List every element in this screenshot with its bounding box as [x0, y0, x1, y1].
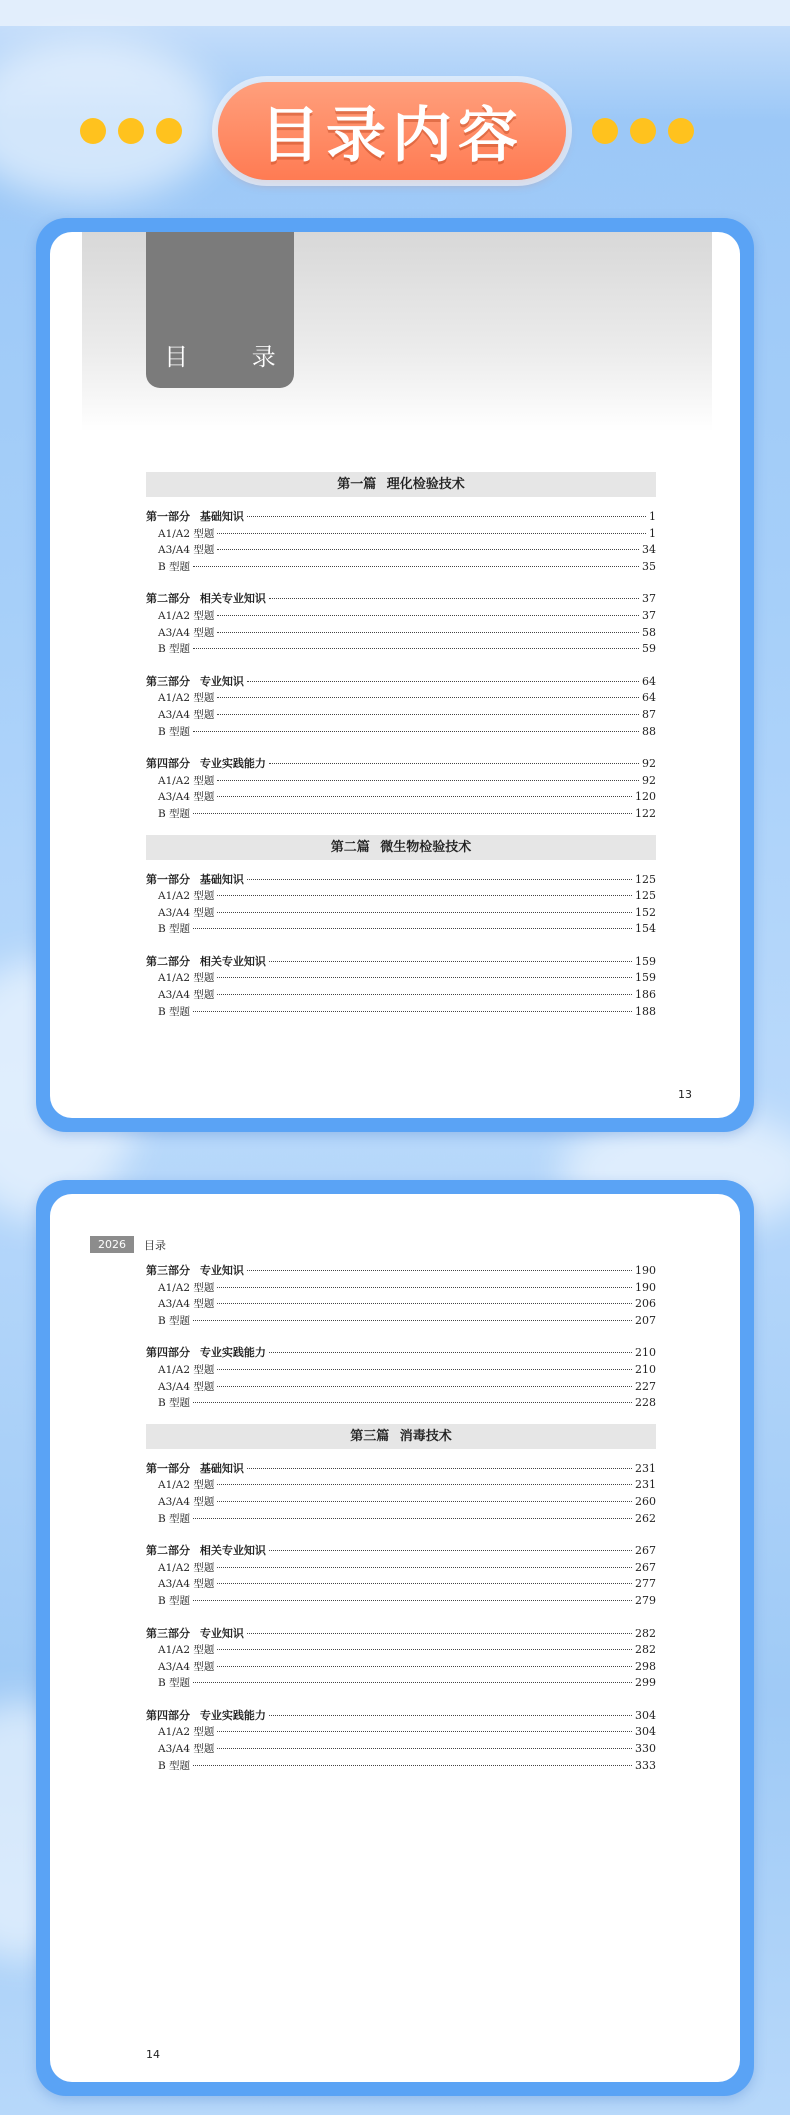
- subsection-title: A3/A4 型题: [158, 1578, 215, 1591]
- subsection-title: B 型题: [158, 1677, 191, 1690]
- dot-leader: [217, 1303, 632, 1304]
- dot-leader: [217, 1748, 632, 1749]
- subsection-title: B 型题: [158, 725, 191, 738]
- toc-tab: [146, 232, 304, 388]
- section-page: 159: [635, 954, 656, 968]
- dot-icon: [156, 118, 182, 144]
- subsection-row: [146, 625, 656, 642]
- subsection-title: A3/A4 型题: [158, 1298, 215, 1311]
- subsection-title: A3/A4 型题: [158, 1495, 215, 1508]
- dot-icon: [80, 118, 106, 144]
- section-page: 231: [635, 1461, 656, 1475]
- section-row: [146, 509, 656, 526]
- dot-leader: [193, 731, 639, 732]
- subsection-row: [146, 1494, 656, 1511]
- dot-leader: [269, 961, 632, 962]
- spacer: [146, 1412, 656, 1424]
- section-page: 125: [635, 872, 656, 886]
- dot-leader: [217, 1484, 632, 1485]
- subsection-row: [146, 1296, 656, 1313]
- subsection-row: [146, 970, 656, 987]
- section-title: 第三部分 专业知识: [146, 1626, 244, 1640]
- section-title: 第二部分 相关专业知识: [146, 592, 266, 606]
- dot-leader: [269, 598, 639, 599]
- subsection-page: 37: [642, 608, 656, 622]
- section-row: [146, 674, 656, 691]
- subsection-title: A1/A2 型题: [158, 1479, 215, 1492]
- dot-leader: [217, 697, 639, 698]
- section-title: 第一部分 基础知识: [146, 872, 244, 886]
- subsection-page: 207: [635, 1313, 656, 1327]
- spacer: [146, 823, 656, 835]
- dot-leader: [217, 1287, 632, 1288]
- dot-leader: [247, 879, 632, 880]
- subsection-page: 282: [635, 1643, 656, 1657]
- subsection-title: A1/A2 型题: [158, 972, 215, 985]
- subsection-title: B 型题: [158, 1512, 191, 1525]
- subsection-row: [146, 1659, 656, 1676]
- subsection-title: A3/A4 型题: [158, 708, 215, 721]
- subsection-row: [146, 987, 656, 1004]
- subsection-page: 262: [635, 1511, 656, 1525]
- running-header: [90, 1236, 166, 1253]
- page-number: 14: [146, 2048, 160, 2061]
- subsection-title: A1/A2 型题: [158, 1644, 215, 1657]
- dot-leader: [217, 912, 632, 913]
- subsection-title: A3/A4 型题: [158, 1660, 215, 1673]
- subsection-row: [146, 1642, 656, 1659]
- subsection-page: 231: [635, 1478, 656, 1492]
- subsection-page: 122: [635, 806, 656, 820]
- page-card-1: [36, 218, 754, 1132]
- subsection-page: 267: [635, 1560, 656, 1574]
- subsection-title: A1/A2 型题: [158, 609, 215, 622]
- section-title: 第四部分 专业实践能力: [146, 1708, 266, 1722]
- subsection-row: [146, 1741, 656, 1758]
- dot-leader: [193, 1682, 632, 1683]
- subsection-page: 159: [635, 971, 656, 985]
- dot-leader: [217, 994, 632, 995]
- subsection-row: [146, 1313, 656, 1330]
- subsection-row: [146, 1362, 656, 1379]
- subsection-title: B 型题: [158, 1005, 191, 1018]
- spacer: [146, 497, 656, 509]
- section-title: 第三部分 专业知识: [146, 674, 244, 688]
- subsection-title: B 型题: [158, 560, 191, 573]
- subsection-row: [146, 1560, 656, 1577]
- dot-leader: [247, 516, 646, 517]
- dot-leader: [247, 1633, 632, 1634]
- subsection-page: 279: [635, 1593, 656, 1607]
- subsection-title: A3/A4 型题: [158, 906, 215, 919]
- section-page: 267: [635, 1544, 656, 1558]
- subsection-title: B 型题: [158, 1759, 191, 1772]
- subsection-page: 330: [635, 1742, 656, 1756]
- spacer: [146, 860, 656, 872]
- dot-leader: [217, 1731, 632, 1732]
- subsection-page: 87: [642, 707, 656, 721]
- subsection-row: [146, 707, 656, 724]
- section-page: 92: [642, 757, 656, 771]
- section-row: [146, 1263, 656, 1280]
- header-year: 2026: [90, 1236, 134, 1253]
- spacer: [146, 1692, 656, 1708]
- section-page: 37: [642, 592, 656, 606]
- dot-leader: [217, 1386, 632, 1387]
- subsection-row: [146, 789, 656, 806]
- subsection-page: 227: [635, 1379, 656, 1393]
- left-dots: [80, 118, 182, 144]
- dot-leader: [217, 895, 632, 896]
- dot-leader: [217, 714, 639, 715]
- section-page: 190: [635, 1264, 656, 1277]
- dot-leader: [217, 780, 639, 781]
- subsection-page: 59: [642, 642, 656, 656]
- top-strip: [0, 0, 790, 26]
- subsection-row: [146, 1675, 656, 1692]
- subsection-row: [146, 888, 656, 905]
- subsection-title: A1/A2 型题: [158, 774, 215, 787]
- dot-leader: [193, 566, 639, 567]
- subsection-row: [146, 559, 656, 576]
- banner-title: 目录内容: [260, 101, 524, 171]
- subsection-page: 88: [642, 724, 656, 738]
- dot-leader: [193, 813, 632, 814]
- dot-leader: [193, 1402, 632, 1403]
- subsection-page: 210: [635, 1362, 656, 1376]
- section-title: 第四部分 专业实践能力: [146, 757, 266, 771]
- section-page: 210: [635, 1346, 656, 1360]
- section-row: [146, 591, 656, 608]
- subsection-row: [146, 806, 656, 823]
- dot-leader: [193, 928, 632, 929]
- dot-leader: [269, 763, 639, 764]
- subsection-title: A1/A2 型题: [158, 1281, 215, 1294]
- subsection-title: B 型题: [158, 1314, 191, 1327]
- subsection-page: 228: [635, 1396, 656, 1410]
- section-title: 第二部分 相关专业知识: [146, 1544, 266, 1558]
- subsection-title: A3/A4 型题: [158, 989, 215, 1002]
- subsection-row: [146, 1395, 656, 1412]
- dot-leader: [217, 1501, 632, 1502]
- subsection-title: A1/A2 型题: [158, 890, 215, 903]
- section-title: 第一部分 基础知识: [146, 1461, 244, 1475]
- section-row: [146, 1708, 656, 1725]
- section-title: 第四部分 专业实践能力: [146, 1346, 266, 1360]
- subsection-row: [146, 526, 656, 543]
- dot-leader: [247, 681, 639, 682]
- subsection-title: A3/A4 型题: [158, 791, 215, 804]
- dot-icon: [630, 118, 656, 144]
- subsection-title: B 型题: [158, 923, 191, 936]
- dot-leader: [217, 632, 639, 633]
- spacer: [146, 1610, 656, 1626]
- section-title: 第二部分 相关专业知识: [146, 954, 266, 968]
- section-title: 第三部分 专业知识: [146, 1264, 244, 1277]
- subsection-page: 186: [635, 988, 656, 1002]
- section-page: 1: [649, 510, 656, 523]
- subsection-page: 333: [635, 1758, 656, 1772]
- section-row: [146, 756, 656, 773]
- spacer: [146, 1449, 656, 1461]
- spacer: [146, 575, 656, 591]
- subsection-row: [146, 690, 656, 707]
- section-page: 64: [642, 674, 656, 688]
- section-row: [146, 1345, 656, 1362]
- dot-leader: [217, 796, 632, 797]
- subsection-title: B 型题: [158, 807, 191, 820]
- section-page: 282: [635, 1626, 656, 1640]
- subsection-page: 298: [635, 1659, 656, 1673]
- dot-leader: [247, 1468, 632, 1469]
- subsection-row: [146, 542, 656, 559]
- subsection-page: 154: [635, 922, 656, 936]
- page-card-2: [36, 1180, 754, 2096]
- subsection-page: 190: [635, 1280, 656, 1294]
- subsection-row: [146, 608, 656, 625]
- dot-leader: [193, 1320, 632, 1321]
- section-title: 第一部分 基础知识: [146, 510, 244, 523]
- dot-leader: [217, 1649, 632, 1650]
- toc-list: [146, 472, 656, 1020]
- subsection-title: B 型题: [158, 1397, 191, 1410]
- subsection-row: [146, 641, 656, 658]
- subsection-title: B 型题: [158, 643, 191, 656]
- spacer: [146, 1527, 656, 1543]
- subsection-row: [146, 1004, 656, 1021]
- subsection-page: 120: [635, 790, 656, 804]
- title-banner: [218, 82, 566, 180]
- subsection-title: A3/A4 型题: [158, 1380, 215, 1393]
- subsection-page: 35: [642, 559, 656, 573]
- subsection-page: 92: [642, 773, 656, 787]
- section-row: [146, 1543, 656, 1560]
- section-row: [146, 872, 656, 889]
- subsection-title: A1/A2 型题: [158, 1363, 215, 1376]
- subsection-row: [146, 905, 656, 922]
- section-page: 304: [635, 1708, 656, 1722]
- subsection-title: A1/A2 型题: [158, 692, 215, 705]
- spacer: [146, 938, 656, 954]
- dot-leader: [217, 1369, 632, 1370]
- subsection-row: [146, 1511, 656, 1528]
- subsection-page: 260: [635, 1494, 656, 1508]
- dot-icon: [668, 118, 694, 144]
- header-label: 目录: [144, 1238, 166, 1252]
- subsection-row: [146, 921, 656, 938]
- dot-leader: [193, 648, 639, 649]
- dot-leader: [247, 1270, 632, 1271]
- subsection-page: 206: [635, 1297, 656, 1311]
- dot-icon: [118, 118, 144, 144]
- subsection-page: 58: [642, 625, 656, 639]
- subsection-row: [146, 1576, 656, 1593]
- dot-leader: [217, 1666, 632, 1667]
- subsection-page: 304: [635, 1725, 656, 1739]
- dot-leader: [217, 977, 632, 978]
- subsection-title: A3/A4 型题: [158, 626, 215, 639]
- dot-leader: [217, 1583, 632, 1584]
- page-sheet-1: [50, 232, 740, 1118]
- dot-leader: [193, 1011, 632, 1012]
- subsection-page: 277: [635, 1577, 656, 1591]
- subsection-title: A3/A4 型题: [158, 544, 215, 557]
- dot-leader: [269, 1352, 632, 1353]
- subsection-title: A1/A2 型题: [158, 1726, 215, 1739]
- part-heading: 第一篇 理化检验技术: [146, 472, 656, 497]
- section-row: [146, 954, 656, 971]
- dot-leader: [193, 1518, 632, 1519]
- subsection-page: 125: [635, 889, 656, 903]
- subsection-title: A1/A2 型题: [158, 527, 215, 540]
- toc-tab-label: 目 录: [164, 343, 304, 371]
- toc-list: [146, 1263, 656, 1774]
- subsection-page: 152: [635, 905, 656, 919]
- dot-leader: [193, 1765, 632, 1766]
- subsection-title: B 型题: [158, 1594, 191, 1607]
- subsection-page: 1: [649, 526, 656, 540]
- part-heading: 第二篇 微生物检验技术: [146, 835, 656, 860]
- spacer: [146, 740, 656, 756]
- subsection-title: A3/A4 型题: [158, 1743, 215, 1756]
- subsection-row: [146, 773, 656, 790]
- dot-leader: [217, 533, 646, 534]
- page-sheet-2: [50, 1194, 740, 2082]
- subsection-page: 299: [635, 1676, 656, 1690]
- subsection-page: 34: [642, 543, 656, 557]
- dot-icon: [592, 118, 618, 144]
- subsection-row: [146, 1379, 656, 1396]
- subsection-row: [146, 1724, 656, 1741]
- spacer: [146, 658, 656, 674]
- subsection-row: [146, 724, 656, 741]
- part-heading: 第三篇 消毒技术: [146, 1424, 656, 1449]
- subsection-title: A1/A2 型题: [158, 1561, 215, 1574]
- subsection-row: [146, 1280, 656, 1297]
- dot-leader: [217, 549, 639, 550]
- subsection-page: 64: [642, 691, 656, 705]
- subsection-page: 188: [635, 1004, 656, 1018]
- dot-leader: [217, 615, 639, 616]
- section-row: [146, 1626, 656, 1643]
- dot-leader: [193, 1600, 632, 1601]
- right-dots: [592, 118, 694, 144]
- subsection-row: [146, 1477, 656, 1494]
- title-banner-area: [0, 82, 790, 178]
- subsection-row: [146, 1593, 656, 1610]
- dot-leader: [269, 1715, 632, 1716]
- spacer: [146, 1329, 656, 1345]
- page-number: 13: [678, 1088, 692, 1101]
- dot-leader: [217, 1567, 632, 1568]
- section-row: [146, 1461, 656, 1478]
- subsection-row: [146, 1758, 656, 1775]
- dot-leader: [269, 1550, 632, 1551]
